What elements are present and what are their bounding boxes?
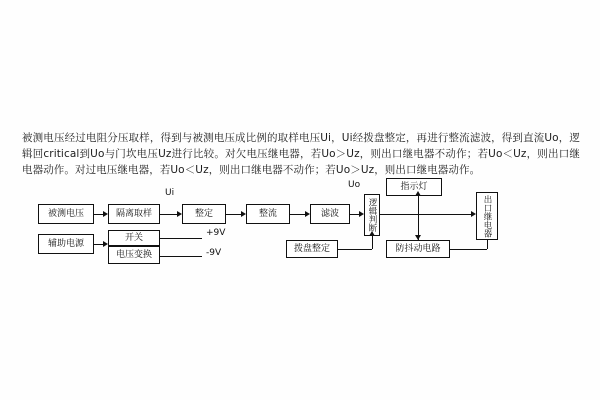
connector-arrow [305,211,310,217]
connector-line [160,214,177,215]
connector-line [160,238,202,239]
connector-line [94,244,103,245]
block-output-relay [476,192,498,240]
block-switch [108,230,160,246]
block-label: 辅助电源 [47,238,84,249]
block-measured-voltage [38,204,94,224]
connector-line [226,214,241,215]
block-label: 拨盘整定 [293,243,330,254]
block-aux-power [38,234,94,254]
block-label: 逻辑判断 [367,198,377,232]
connector-line [350,214,359,215]
connector-line [290,214,305,215]
block-rectify [246,204,290,224]
block-anti-shake [386,240,450,258]
block-diagram [20,178,580,288]
block-setting [182,204,226,224]
description-text: 被测电压经过电阻分压取样，得到与被测电压成比例的取样电压Ui，Ui经拨盘整定，再进行整流滤波，得到直流Uo，逻辑回critical到Uo与门坎电压Uz进行比较。对欠电压继电器，若Uo＞Uz，则出口继电器不动作；若Uo＜Uz，则出口继电器动作。对过电压继电器，若Uo＜Uz，则出口继电器不动作；若Uo＞Uz，则出口继电器动作。 [22,132,580,176]
block-label: 电压变换 [115,249,152,260]
connector-line [418,196,419,214]
connector-arrow [241,211,246,217]
block-label: 指示灯 [400,181,428,192]
connector-line [450,249,487,250]
connector-line [487,240,488,249]
signal-label-pos9v: +9V [206,228,226,238]
connector-arrow [359,211,364,217]
block-voltage-convert [108,246,160,264]
block-label: 被测电压 [47,208,84,219]
connector-arrow [471,211,476,217]
block-dial-setting [286,240,338,258]
connector-arrow [415,235,421,240]
block-label: 防抖动电路 [395,243,441,254]
connector-arrow [369,231,375,236]
block-label: 整定 [194,208,213,219]
connector-arrow [103,211,108,217]
block-label: 出口继电器 [482,194,492,238]
block-label: 开关 [124,232,143,243]
connector-arrow [177,211,182,217]
connector-line [380,214,471,215]
block-label: 整流 [258,208,277,219]
connector-arrow [415,191,421,196]
signal-label-uo: Uo [348,180,361,190]
description-paragraph [22,130,580,178]
block-label: 隔离取样 [115,208,152,219]
block-label: 滤波 [320,208,339,219]
connector-line [160,256,202,257]
connector-line [338,249,372,250]
signal-label-ui: Ui [165,188,175,198]
block-isolation-sampling [108,204,160,224]
connector-line [372,236,373,249]
connector-line [94,214,103,215]
connector-arrow [103,241,108,247]
block-filter [310,204,350,224]
block-logic-judge [364,194,380,236]
signal-label-neg9v: -9V [206,248,222,258]
block-indicator-lamp [386,178,442,196]
